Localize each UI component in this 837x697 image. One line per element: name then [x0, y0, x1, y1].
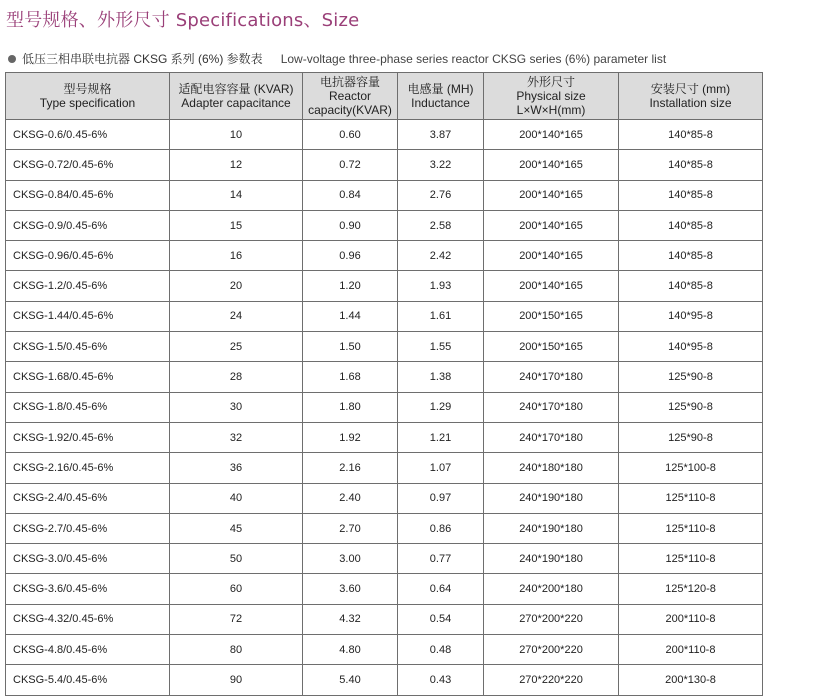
- header-inductance: 电感量 (MH) Inductance: [398, 73, 484, 120]
- inductance-cell: 0.97: [398, 483, 484, 513]
- capacitance-cell: 45: [170, 513, 303, 543]
- model-cell: CKSG-2.7/0.45-6%: [6, 513, 170, 543]
- capacitance-cell: 15: [170, 210, 303, 240]
- inductance-cell: 0.48: [398, 635, 484, 665]
- reactor-capacity-cell: 1.50: [303, 332, 398, 362]
- caption-cn: 低压三相串联电抗器 CKSG 系列 (6%) 参数表: [22, 52, 263, 66]
- installation-size-cell: 125*90-8: [619, 362, 763, 392]
- installation-size-cell: 125*100-8: [619, 453, 763, 483]
- physical-size-cell: 200*140*165: [484, 150, 619, 180]
- installation-size-cell: 200*110-8: [619, 604, 763, 634]
- bullet-icon: [8, 55, 16, 63]
- physical-size-cell: 240*170*180: [484, 362, 619, 392]
- model-cell: CKSG-4.8/0.45-6%: [6, 635, 170, 665]
- physical-size-cell: 240*190*180: [484, 513, 619, 543]
- model-cell: CKSG-1.8/0.45-6%: [6, 392, 170, 422]
- inductance-cell: 1.93: [398, 271, 484, 301]
- inductance-cell: 2.58: [398, 210, 484, 240]
- capacitance-cell: 14: [170, 180, 303, 210]
- model-cell: CKSG-0.96/0.45-6%: [6, 241, 170, 271]
- installation-size-cell: 125*110-8: [619, 513, 763, 543]
- caption-en: Low-voltage three-phase series reactor CKSG series (6%) parameter list: [280, 51, 667, 66]
- reactor-capacity-cell: 2.70: [303, 513, 398, 543]
- inductance-cell: 1.21: [398, 422, 484, 452]
- reactor-capacity-cell: 2.16: [303, 453, 398, 483]
- table-row: [6, 665, 763, 695]
- installation-size-cell: 140*85-8: [619, 271, 763, 301]
- reactor-capacity-cell: 1.44: [303, 301, 398, 331]
- table-row: [6, 150, 763, 180]
- capacitance-cell: 90: [170, 665, 303, 695]
- reactor-capacity-cell: 0.90: [303, 210, 398, 240]
- table-row: [6, 210, 763, 240]
- capacitance-cell: 72: [170, 604, 303, 634]
- model-cell: CKSG-1.92/0.45-6%: [6, 422, 170, 452]
- reactor-capacity-cell: 1.80: [303, 392, 398, 422]
- installation-size-cell: 125*120-8: [619, 574, 763, 604]
- table-row: [6, 422, 763, 452]
- table-row: [6, 362, 763, 392]
- inductance-cell: 0.64: [398, 574, 484, 604]
- capacitance-cell: 60: [170, 574, 303, 604]
- table-row: [6, 180, 763, 210]
- physical-size-cell: 270*200*220: [484, 604, 619, 634]
- table-row: [6, 241, 763, 271]
- capacitance-cell: 16: [170, 241, 303, 271]
- installation-size-cell: 200*110-8: [619, 635, 763, 665]
- model-cell: CKSG-1.2/0.45-6%: [6, 271, 170, 301]
- table-row: [6, 392, 763, 422]
- installation-size-cell: 140*85-8: [619, 150, 763, 180]
- capacitance-cell: 28: [170, 362, 303, 392]
- inductance-cell: 1.38: [398, 362, 484, 392]
- model-cell: CKSG-0.72/0.45-6%: [6, 150, 170, 180]
- physical-size-cell: 200*140*165: [484, 241, 619, 271]
- reactor-capacity-cell: 2.40: [303, 483, 398, 513]
- model-cell: CKSG-0.6/0.45-6%: [6, 120, 170, 150]
- reactor-capacity-cell: 1.92: [303, 422, 398, 452]
- physical-size-cell: 240*180*180: [484, 453, 619, 483]
- inductance-cell: 1.61: [398, 301, 484, 331]
- physical-size-cell: 240*170*180: [484, 392, 619, 422]
- inductance-cell: 0.43: [398, 665, 484, 695]
- inductance-cell: 1.07: [398, 453, 484, 483]
- table-row: [6, 635, 763, 665]
- physical-size-cell: 240*170*180: [484, 422, 619, 452]
- physical-size-cell: 200*140*165: [484, 210, 619, 240]
- reactor-capacity-cell: 0.96: [303, 241, 398, 271]
- header-physical-size: 外形尺寸 Physical size L×W×H(mm): [484, 73, 619, 120]
- page-title: 型号规格、外形尺寸 Specifications、Size: [6, 10, 360, 31]
- capacitance-cell: 25: [170, 332, 303, 362]
- model-cell: CKSG-4.32/0.45-6%: [6, 604, 170, 634]
- installation-size-cell: 200*130-8: [619, 665, 763, 695]
- table-body: [6, 120, 763, 696]
- model-cell: CKSG-5.4/0.45-6%: [6, 665, 170, 695]
- header-installation-size: 安装尺寸 (mm) Installation size: [619, 73, 763, 120]
- capacitance-cell: 12: [170, 150, 303, 180]
- inductance-cell: 3.87: [398, 120, 484, 150]
- inductance-cell: 1.55: [398, 332, 484, 362]
- reactor-capacity-cell: 0.72: [303, 150, 398, 180]
- physical-size-cell: 270*200*220: [484, 635, 619, 665]
- installation-size-cell: 140*95-8: [619, 332, 763, 362]
- physical-size-cell: 200*140*165: [484, 180, 619, 210]
- reactor-capacity-cell: 3.00: [303, 544, 398, 574]
- table-row: [6, 301, 763, 331]
- header-adapter-capacitance: 适配电容容量 (KVAR) Adapter capacitance: [170, 73, 303, 120]
- reactor-capacity-cell: 4.80: [303, 635, 398, 665]
- model-cell: CKSG-2.4/0.45-6%: [6, 483, 170, 513]
- table-row: [6, 120, 763, 150]
- reactor-capacity-cell: 1.20: [303, 271, 398, 301]
- physical-size-cell: 200*150*165: [484, 332, 619, 362]
- installation-size-cell: 125*110-8: [619, 544, 763, 574]
- physical-size-cell: 200*140*165: [484, 120, 619, 150]
- table-row: [6, 271, 763, 301]
- installation-size-cell: 125*110-8: [619, 483, 763, 513]
- installation-size-cell: 140*85-8: [619, 180, 763, 210]
- model-cell: CKSG-2.16/0.45-6%: [6, 453, 170, 483]
- model-cell: CKSG-1.5/0.45-6%: [6, 332, 170, 362]
- table-row: [6, 513, 763, 543]
- reactor-capacity-cell: 1.68: [303, 362, 398, 392]
- table-caption: [8, 50, 666, 67]
- inductance-cell: 2.42: [398, 241, 484, 271]
- physical-size-cell: 240*190*180: [484, 483, 619, 513]
- model-cell: CKSG-1.44/0.45-6%: [6, 301, 170, 331]
- capacitance-cell: 24: [170, 301, 303, 331]
- installation-size-cell: 140*95-8: [619, 301, 763, 331]
- model-cell: CKSG-3.6/0.45-6%: [6, 574, 170, 604]
- installation-size-cell: 125*90-8: [619, 392, 763, 422]
- model-cell: CKSG-3.0/0.45-6%: [6, 544, 170, 574]
- physical-size-cell: 200*140*165: [484, 271, 619, 301]
- reactor-capacity-cell: 0.84: [303, 180, 398, 210]
- table-row: [6, 483, 763, 513]
- capacitance-cell: 36: [170, 453, 303, 483]
- capacitance-cell: 10: [170, 120, 303, 150]
- physical-size-cell: 240*190*180: [484, 544, 619, 574]
- header-type-spec: 型号规格 Type specification: [6, 73, 170, 120]
- physical-size-cell: 270*220*220: [484, 665, 619, 695]
- table-row: [6, 332, 763, 362]
- table-row: [6, 453, 763, 483]
- model-cell: CKSG-1.68/0.45-6%: [6, 362, 170, 392]
- capacitance-cell: 30: [170, 392, 303, 422]
- model-cell: CKSG-0.9/0.45-6%: [6, 210, 170, 240]
- installation-size-cell: 140*85-8: [619, 210, 763, 240]
- inductance-cell: 3.22: [398, 150, 484, 180]
- capacitance-cell: 20: [170, 271, 303, 301]
- reactor-capacity-cell: 4.32: [303, 604, 398, 634]
- table-row: [6, 604, 763, 634]
- table-row: [6, 544, 763, 574]
- model-cell: CKSG-0.84/0.45-6%: [6, 180, 170, 210]
- inductance-cell: 0.86: [398, 513, 484, 543]
- physical-size-cell: 200*150*165: [484, 301, 619, 331]
- reactor-capacity-cell: 5.40: [303, 665, 398, 695]
- header-reactor-capacity: 电抗器容量 Reactor capacity(KVAR): [303, 73, 398, 120]
- inductance-cell: 1.29: [398, 392, 484, 422]
- inductance-cell: 0.54: [398, 604, 484, 634]
- table-row: [6, 574, 763, 604]
- physical-size-cell: 240*200*180: [484, 574, 619, 604]
- reactor-capacity-cell: 3.60: [303, 574, 398, 604]
- installation-size-cell: 125*90-8: [619, 422, 763, 452]
- capacitance-cell: 80: [170, 635, 303, 665]
- table-header-row: [6, 73, 763, 120]
- installation-size-cell: 140*85-8: [619, 241, 763, 271]
- parameter-table: [5, 72, 763, 696]
- installation-size-cell: 140*85-8: [619, 120, 763, 150]
- capacitance-cell: 32: [170, 422, 303, 452]
- reactor-capacity-cell: 0.60: [303, 120, 398, 150]
- capacitance-cell: 40: [170, 483, 303, 513]
- inductance-cell: 2.76: [398, 180, 484, 210]
- inductance-cell: 0.77: [398, 544, 484, 574]
- capacitance-cell: 50: [170, 544, 303, 574]
